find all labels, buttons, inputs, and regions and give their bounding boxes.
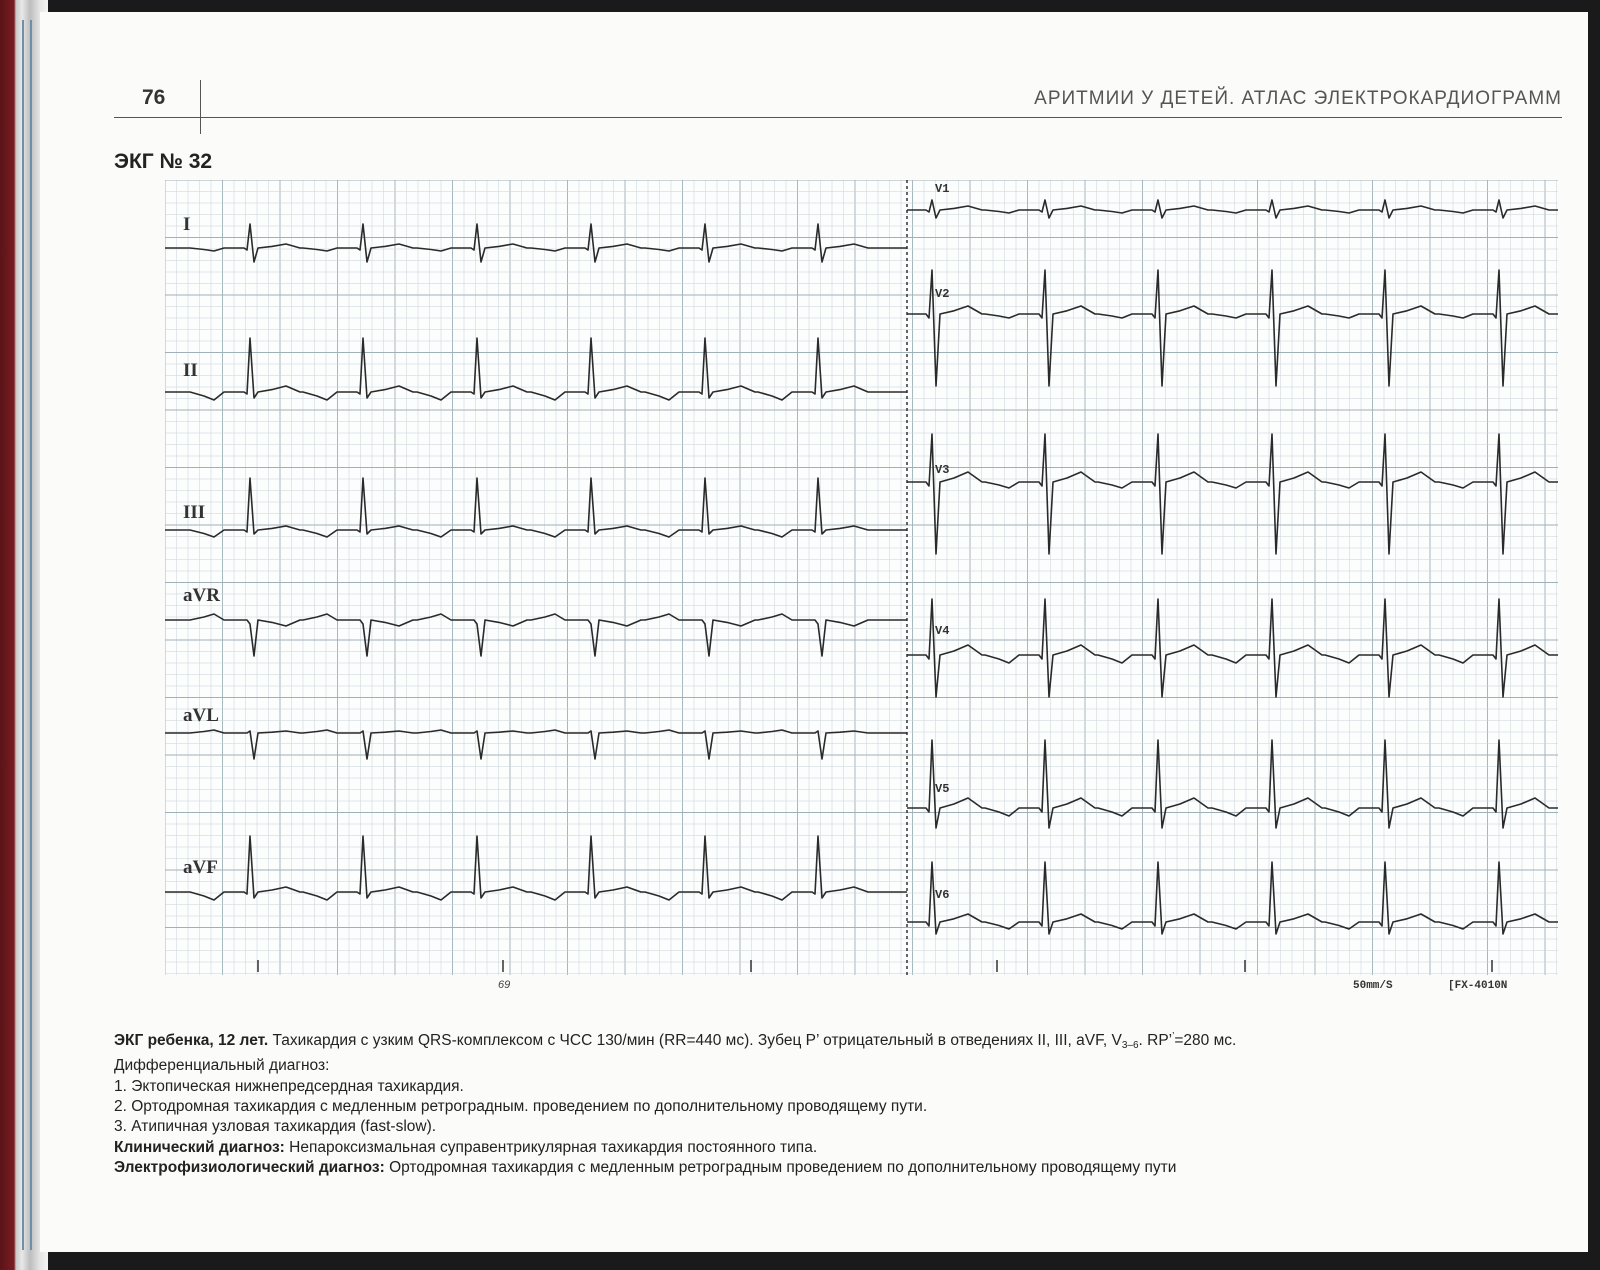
ecg-panel [165,180,1558,995]
lead-label-v6: V6 [935,888,950,902]
ep-diagnosis-label: Электрофизиологический диагноз: [114,1158,385,1176]
lead-label-avf: aVF [183,857,218,878]
clinical-diagnosis-text: Непароксизмальная суправентрикулярная тахикардия постоянного типа. [284,1138,818,1156]
lead-label-ii: II [183,360,198,381]
ecg-tracing [165,180,1558,995]
diff-diagnosis-item: 3. Атипичная узловая тахикардия (fast-slow). [114,1118,437,1136]
caption-superscript: ’ [1172,1031,1175,1042]
lead-label-v2: V2 [935,287,950,301]
clinical-diagnosis [114,1138,1554,1158]
running-title: АРИТМИИ У ДЕТЕЙ. АТЛАС ЭЛЕКТРОКАРДИОГРАММ [1034,88,1562,109]
caption-subscript: 3–6 [1121,1040,1139,1052]
caption-rp: . RP’ [1138,1032,1173,1050]
device-model: [FX-4010N [1448,980,1508,992]
caption-intro-text: Тахикардия с узким QRS-комплексом с ЧСС 130/мин (RR=440 мс). Зубец P’ отрицательный в отведениях II, III, aVF, V [268,1032,1122,1050]
ecg-title: ЭКГ № 32 [114,150,213,173]
diff-diagnosis-item: 2. Ортодромная тахикардия с медленным ретроградным. проведением по дополнительному проводящему пути. [114,1098,928,1116]
strip-number: 69 [498,979,511,991]
lead-label-i: I [183,214,191,235]
figure-caption [114,1027,1554,1178]
lead-label-v4: V4 [935,624,950,638]
lead-label-avl: aVL [183,705,219,726]
lead-label-v1: V1 [935,182,950,196]
ecg-grid [165,180,1558,975]
ep-diagnosis-text: Ортодромная тахикардия с медленным ретроградным проведением по дополнительному проводящему пути [384,1158,1177,1176]
spine-edge-line [22,20,24,1250]
caption-rp-value: =280 мс. [1174,1032,1237,1050]
lead-label-v5: V5 [935,782,950,796]
diff-diagnosis-item: 1. Эктопическая нижнепредсердная тахикардия. [114,1077,464,1095]
caption-intro-bold: ЭКГ ребенка, 12 лет. [114,1032,269,1050]
page-number: 76 [142,86,166,109]
lead-label-avr: aVR [183,585,220,606]
caption-intro [114,1027,1554,1056]
lead-label-v3: V3 [935,463,950,477]
ep-diagnosis [114,1158,1554,1178]
header-divider-vertical [200,80,201,134]
spine-edge-line [30,20,32,1250]
header-divider-horizontal [114,117,1562,118]
clinical-diagnosis-label: Клинический диагноз: [114,1138,285,1156]
grid-background [165,180,1558,975]
diff-diagnosis-title: Дифференциальный диагноз: [114,1057,330,1075]
lead-label-iii: III [183,502,206,523]
paper-speed: 50mm/S [1353,980,1393,992]
